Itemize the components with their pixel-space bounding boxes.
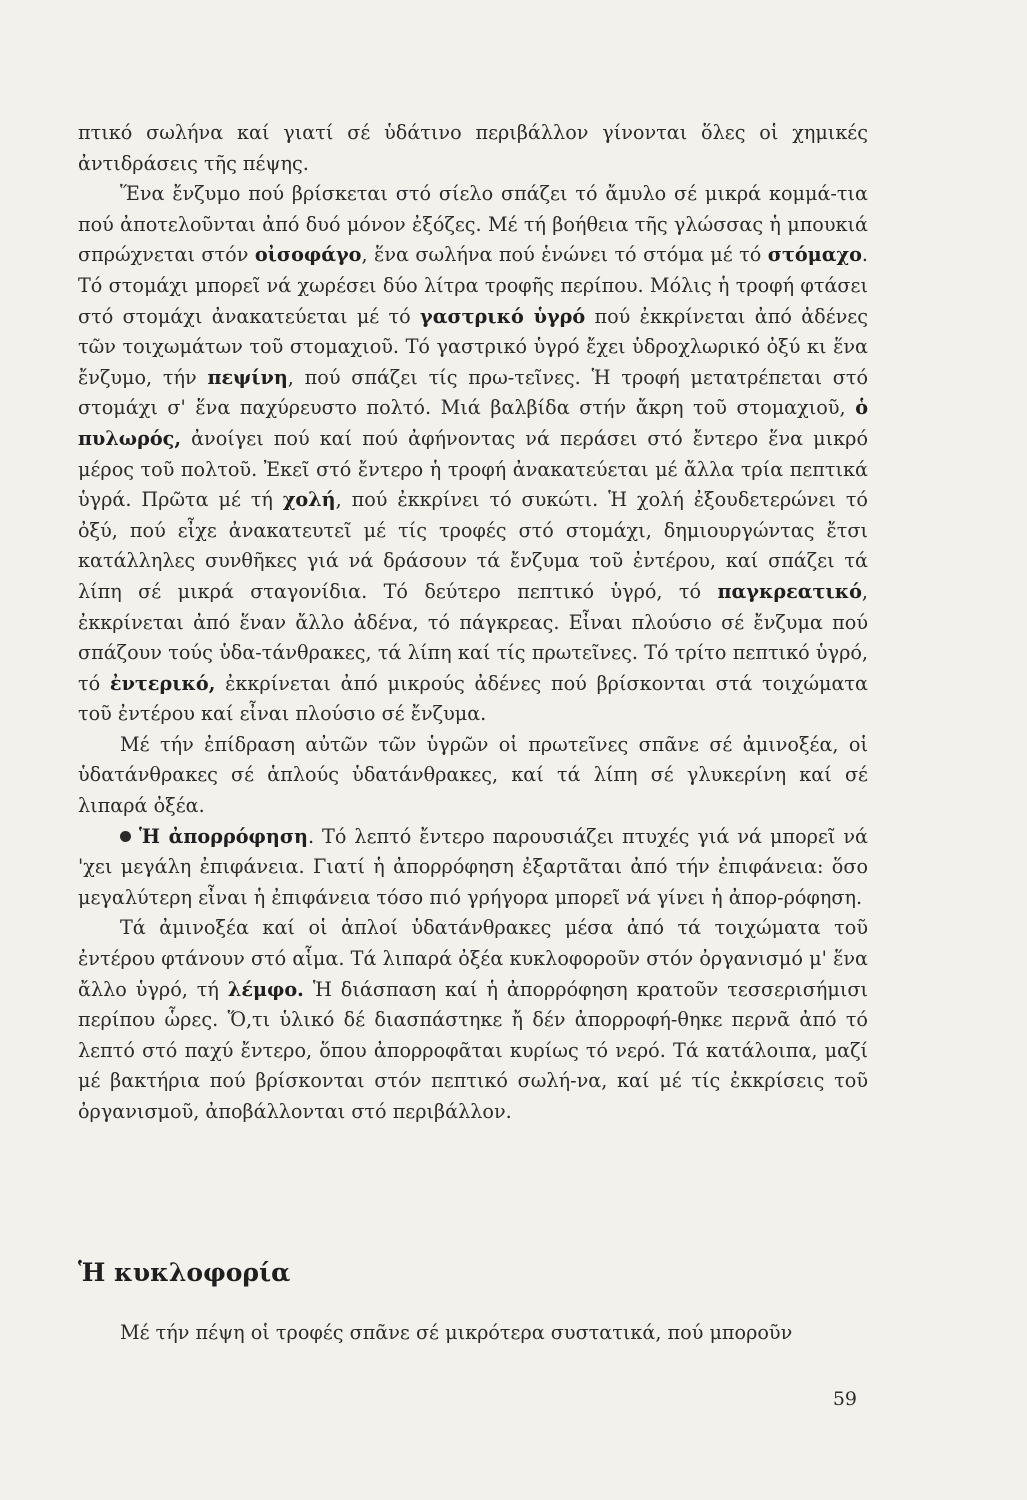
section-heading: Ἡ κυκλοφορία — [78, 1258, 291, 1287]
text-run: ἀνοίγει πού καί πού ἀφήνοντας νά περάσει στό ἔντερο ἕνα μικρό μέρος τοῦ πολτοῦ. Ἐκεῖ στό ἔντερο ἡ τροφή ἀνακατεύεται μέ ἄλλα τρία πεπτικά ὑγρά. Πρῶτα μέ τή — [78, 426, 868, 512]
paragraph-1 — [78, 118, 868, 179]
text-run: , πού ἐκκρίνει τό συκώτι. Ἡ χολή ἐξουδετερώνει τό ὀξύ, πού εἶχε ἀνακατευτεῖ μέ τίς τροφές στό στομάχι, δημιουργώντας ἔτσι κατάλληλες συνθῆκες γιά νά δράσουν τά ἔνζυμα τοῦ ἐντέρου, καί σπάζει τά λίπη σέ μικρά σταγονίδια. Τό δεύτερο πεπτικό ὑγρό, τό — [78, 488, 868, 603]
text-run: Ἡ διάσπαση καί ἡ ἀπορρόφηση κρατοῦν τεσσερισήμισι περίπου ὧρες. Ὅ,τι ὑλικό δέ διασπάστηκε ἤ δέν ἀπορροφή-θηκε περνᾶ ἀπό τό λεπτό στό παχύ ἔντερο, ὅπου ἀπορροφᾶται κυρίως τό νερό. Τά κατάλοιπα, μαζί μέ βακτήρια πού βρίσκονται στόν πεπτικό σωλή-να, καί μέ τίς ἐκκρίσεις τοῦ ὀργανισμοῦ, ἀποβάλλονται στό περιβάλλον. — [78, 977, 868, 1123]
text-run: πτικό σωλήνα καί γιατί σέ ὑδάτινο περιβάλλον γίνονται ὅλες οἱ χημικές ἀντιδράσεις τῆς πέψης. — [78, 121, 868, 175]
text-run: Μέ τήν ἐπίδραση αὐτῶν τῶν ὑγρῶν οἱ πρωτεῖνες σπᾶνε σέ ἀμινοξέα, οἱ ὑδατάνθρακες σέ ἁπλούς ὑδατάνθρακες, καί τά λίπη σέ γλυκερίνη καί σέ λιπαρά ὀξέα. — [78, 732, 868, 818]
key-term: ἐντερικό, — [109, 671, 216, 695]
key-term: λέμφο. — [227, 977, 304, 1001]
key-term: γαστρικό ὑγρό — [420, 304, 586, 328]
text-run: , ἐκκρίνεται ἀπό ἕναν ἄλλο ἀδένα, τό πάγκρεας. Εἶναι πλούσιο σέ ἔνζυμα πού σπάζουν τούς ὑδα-τάνθρακες, τά λίπη καί τίς πρωτεῖνες. Τό τρίτο πεπτικό ὑγρό, τό — [78, 579, 868, 695]
key-term: Ἡ ἀπορρόφηση — [139, 824, 308, 848]
text-run: , ἕνα σωλήνα πού ἑνώνει τό στόμα μέ τό — [361, 243, 768, 267]
text-run: . Τό λεπτό ἔντερο παρουσιάζει πτυχές γιά νά μπορεῖ νά 'χει μεγάλη ἐπιφάνεια. Γιατί ἡ ἀπορρόφηση ἐξαρτᾶται ἀπό τήν ἐπιφάνεια: ὅσο μεγαλύτερη εἶναι ἡ ἐπιφάνεια τόσο πιό γρήγορα μπορεῖ νά γίνει ἡ ἀπορ-ρόφηση. — [78, 824, 869, 909]
key-term: παγκρεατικό — [717, 579, 862, 603]
text-run: Ἕνα ἔνζυμο πού βρίσκεται στό σίελο σπάζει τό ἄμυλο σέ μικρά κομμά-τια πού ἀποτελοῦνται ἀπό δυό μόνον ἐξόζες. Μέ τή βοήθεια τῆς γλώσσας ἡ μπουκιά σπρώχνεται στόν — [78, 182, 868, 267]
key-term: χολή — [282, 488, 336, 512]
page-number: 59 — [832, 1388, 857, 1410]
text-run: πού ἐκκρίνεται ἀπό ἀδένες τῶν τοιχωμάτων τοῦ στομαχιοῦ. Τό γαστρικό ὑγρό ἔχει ὑδροχλωρικό ὀξύ κι ἕνα ἔνζυμο, τήν — [78, 304, 868, 389]
text-run: , πού σπάζει τίς πρω-τεῖνες. Ἡ τροφή μετατρέπεται στό στομάχι σ' ἕνα παχύρευστο πολτό. Μιά βαλβίδα στήν ἄκρη τοῦ στομαχιοῦ, — [78, 365, 868, 420]
key-term: ὁ πυλωρός, — [78, 396, 868, 450]
key-term: στόμαχο — [767, 243, 862, 267]
text-run: Τά ἀμινοξέα καί οἱ ἁπλοί ὑδατάνθρακες μέσα ἀπό τά τοιχώματα τοῦ ἐντέρου φτάνουν στό αἷμα. Τά λιπαρά ὀξέα κυκλοφοροῦν στόν ὀργανισμό μ' ἕνα ἄλλο ὑγρό, τή — [78, 916, 868, 1001]
body-text — [78, 118, 868, 1128]
section-intro-line: Μέ τήν πέψη οἱ τροφές σπᾶνε σέ μικρότερα συστατικά, πού μποροῦν — [120, 1321, 793, 1344]
paragraph-5 — [78, 913, 868, 1127]
bullet-icon — [120, 831, 131, 842]
text-run: ἐκκρίνεται ἀπό μικρούς ἀδένες πού βρίσκονται στά τοιχώματα τοῦ ἐντέρου καί εἶναι πλούσιο σέ ἔνζυμα. — [78, 671, 868, 726]
key-term: πεψίνη — [207, 365, 288, 389]
text-run: . Τό στομάχι μπορεῖ νά χωρέσει δύο λίτρα τροφῆς περίπου. Μόλις ἡ τροφή φτάσει στό στομάχι ἀνακατεύεται μέ τό — [78, 243, 868, 328]
paragraph-3 — [78, 730, 868, 822]
key-term: οἰσοφάγο — [254, 243, 362, 267]
paragraph-2 — [78, 179, 868, 730]
paragraph-4 — [78, 822, 868, 914]
